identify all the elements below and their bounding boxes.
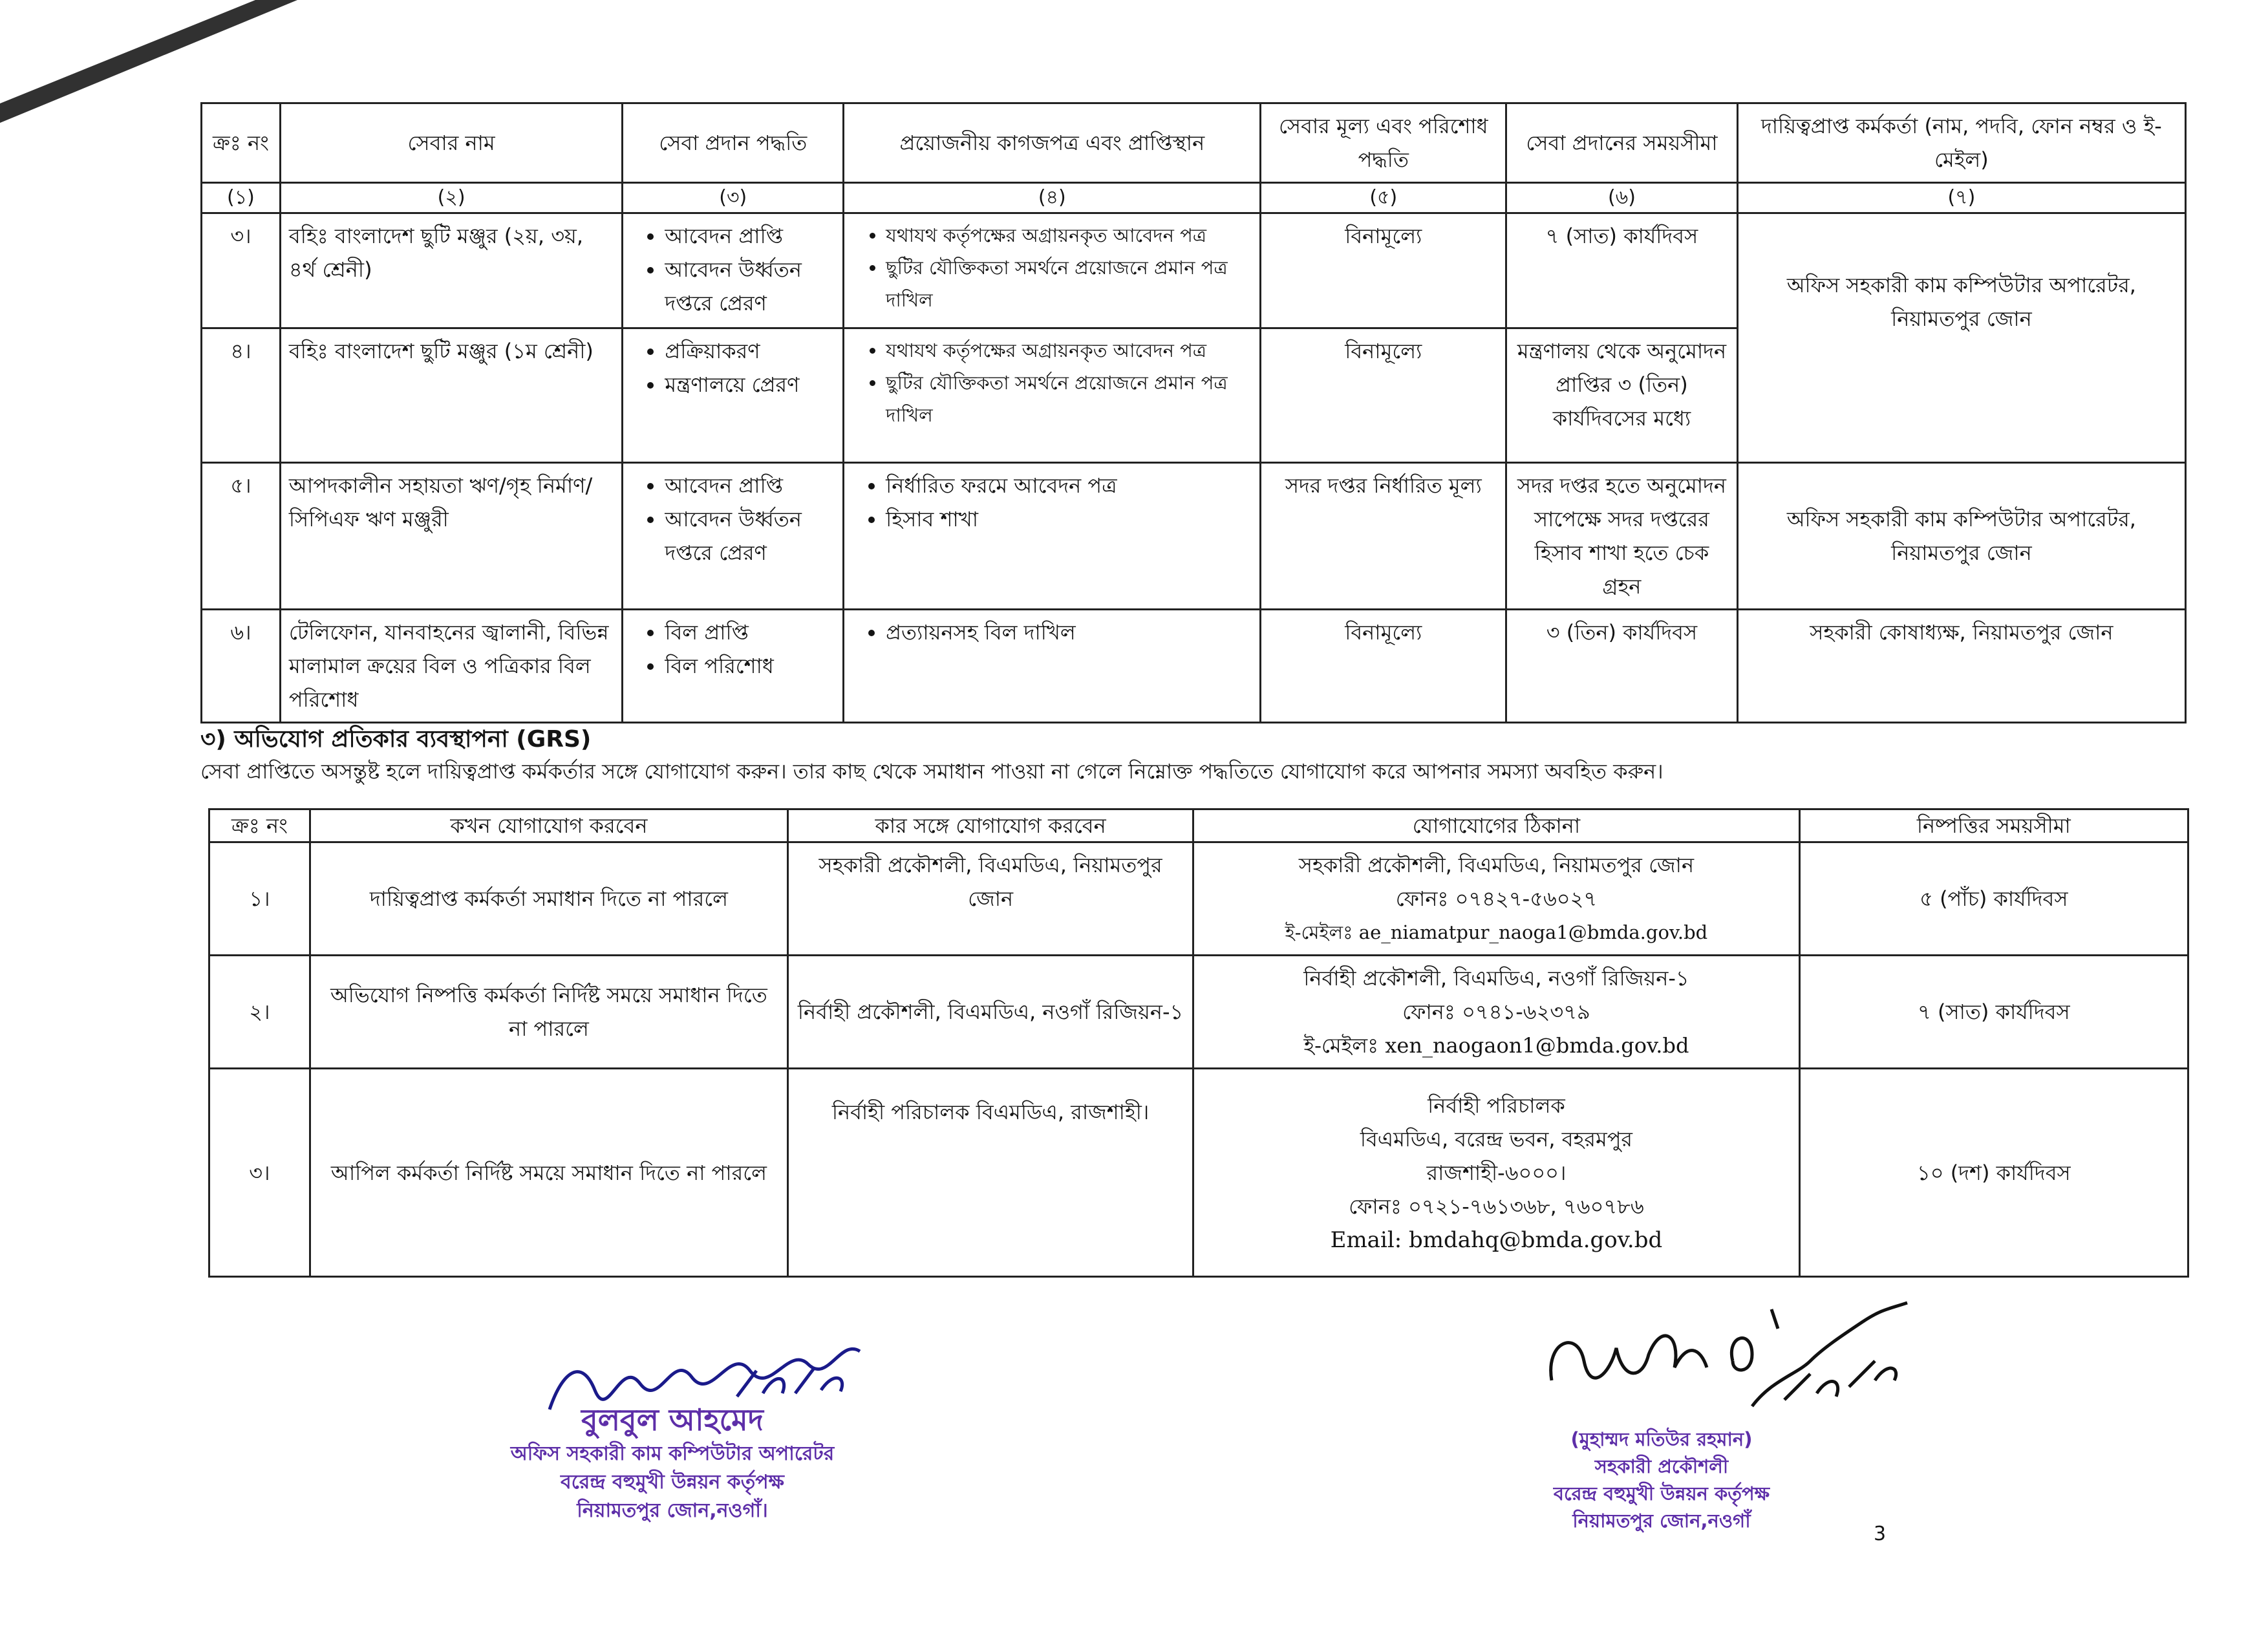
address-line: বিএমডিএ, বরেন্দ্র ভবন, বহরমপুর <box>1360 1126 1633 1152</box>
grs-whom: নির্বাহী প্রকৌশলী, বিএমডিএ, নওগাঁ রিজিয়ন-১ <box>787 956 1193 1069</box>
address-line: ফোনঃ ০৭৪২৭-৫৬০২৭ <box>1395 886 1598 911</box>
method-item: • মন্ত্রণালয়ে প্রেরণ <box>665 368 835 402</box>
address-line: ফোনঃ ০৭৪১-৬২৩৭৯ <box>1402 1000 1590 1024</box>
grs-header-serial: ক্রঃ নং <box>209 809 310 842</box>
grs-header-address: যোগাযোগের ঠিকানা <box>1193 809 1799 842</box>
email-address: Email: bmdahq@bmda.gov.bd <box>1330 1227 1663 1253</box>
stamp-name: বুলবুল আহমেদ <box>581 1402 764 1437</box>
grs-section-title: ৩) অভিযোগ প্রতিকার ব্যবস্থাপনা (GRS) <box>200 726 592 753</box>
service-documents <box>844 328 1261 463</box>
stamp-line: বরেন্দ্র বহুমুখী উন্নয়ন কর্তৃপক্ষ <box>1553 1483 1770 1505</box>
service-officer: অফিস সহকারী কাম কম্পিউটার অপারেটর, নিয়ামতপুর জোন <box>1737 463 2185 610</box>
document-item: • ছুটির যৌক্তিকতা সমর্থনে প্রয়োজনে প্রমান পত্র দাখিল <box>886 252 1252 316</box>
stamp-line: নিয়ামতপুর জোন,নওগাঁ <box>1572 1510 1751 1532</box>
method-item: • আবেদন প্রাপ্তি <box>665 469 835 502</box>
column-number-row <box>202 183 2186 213</box>
service-fee: বিনামূল্যে <box>1261 328 1506 463</box>
table-row <box>202 213 2186 328</box>
row-serial: ৩। <box>202 213 281 328</box>
service-name: আপদকালীন সহায়তা ঋণ/গৃহ নির্মাণ/সিপিএফ ঋণ মঞ্জুরী <box>280 463 622 610</box>
grs-address <box>1193 1069 1799 1277</box>
page-number: 3 <box>1874 1523 1887 1545</box>
col-header-time: সেবা প্রদানের সময়সীমা <box>1506 103 1738 183</box>
handwritten-signature-right <box>1539 1283 1914 1426</box>
method-item: • বিল প্রাপ্তি <box>665 616 835 649</box>
row-serial: ৫। <box>202 463 281 610</box>
service-method <box>623 328 844 463</box>
col-header-fee: সেবার মূল্য এবং পরিশোধ পদ্ধতি <box>1261 103 1506 183</box>
column-number: (৩) <box>623 183 844 213</box>
address-line: সহকারী প্রকৌশলী, বিএমডিএ, নিয়ামতপুর জোন <box>1298 853 1695 877</box>
document-item: • প্রত্যায়নসহ বিল দাখিল <box>886 616 1252 649</box>
email-address: ই-মেইলঃ ae_niamatpur_naoga1@bmda.gov.bd <box>1285 921 1708 943</box>
address-line: রাজশাহী-৬০০০। <box>1426 1160 1567 1185</box>
service-time: মন্ত্রণালয় থেকে অনুমোদন প্রাপ্তির ৩ (তিন) কার্যদিবসের মধ্যে <box>1506 328 1738 463</box>
address-line: নির্বাহী পরিচালক <box>1428 1093 1565 1118</box>
document-item: • যথাযথ কর্তৃপক্ষের অগ্রায়নকৃত আবেদন পত্র <box>886 219 1252 252</box>
col-header-service-name: সেবার নাম <box>280 103 622 183</box>
official-stamp-left <box>465 1400 879 1525</box>
method-item: • আবেদন উর্ধ্বতন দপ্তরে প্রেরণ <box>665 253 835 320</box>
stamp-line: বরেন্দ্র বহুমুখী উন্নয়ন কর্তৃপক্ষ <box>561 1471 784 1494</box>
service-name: টেলিফোন, যানবাহনের জ্বালানী, বিভিন্ন মালামাল ক্রয়ের বিল ও পত্রিকার বিল পরিশোধ <box>280 610 622 723</box>
col-header-officer: দায়িত্বপ্রাপ্ত কর্মকর্তা (নাম, পদবি, ফোন নম্বর ও ই-মেইল) <box>1737 103 2185 183</box>
service-time: ৭ (সাত) কার্যদিবস <box>1506 213 1738 328</box>
row-serial: ৬। <box>202 610 281 723</box>
table-row <box>209 842 2188 956</box>
grs-address <box>1193 956 1799 1069</box>
grs-whom: সহকারী প্রকৌশলী, বিএমডিএ, নিয়ামতপুর জোন <box>787 842 1193 956</box>
service-documents <box>844 463 1261 610</box>
document-item: • ছুটির যৌক্তিকতা সমর্থনে প্রয়োজনে প্রমান পত্র দাখিল <box>886 367 1252 431</box>
method-item: • বিল পরিশোধ <box>665 649 835 683</box>
table-row <box>209 1069 2188 1277</box>
grs-when: অভিযোগ নিষ্পত্তি কর্মকর্তা নির্দিষ্ট সময়ে সমাধান দিতে না পারলে <box>310 956 787 1069</box>
grs-deadline: ৫ (পাঁচ) কার্যদিবস <box>1799 842 2188 956</box>
address-line: নির্বাহী প্রকৌশলী, বিএমডিএ, নওগাঁ রিজিয়ন-১ <box>1303 966 1689 991</box>
service-documents <box>844 213 1261 328</box>
document-item: • যথাযথ কর্তৃপক্ষের অগ্রায়নকৃত আবেদন পত্র <box>886 334 1252 367</box>
grs-serial: ২। <box>209 956 310 1069</box>
column-number: (৪) <box>844 183 1261 213</box>
service-fee: বিনামূল্যে <box>1261 213 1506 328</box>
grs-whom: নির্বাহী পরিচালক বিএমডিএ, রাজশাহী। <box>787 1069 1193 1277</box>
column-number: (১) <box>202 183 281 213</box>
service-fee: সদর দপ্তর নির্ধারিত মূল্য <box>1261 463 1506 610</box>
grs-header-whom: কার সঙ্গে যোগাযোগ করবেন <box>787 809 1193 842</box>
grs-when: আপিল কর্মকর্তা নির্দিষ্ট সময়ে সমাধান দিতে না পারলে <box>310 1069 787 1277</box>
grs-serial: ১। <box>209 842 310 956</box>
grs-deadline: ৭ (সাত) কার্যদিবস <box>1799 956 2188 1069</box>
grs-table <box>208 808 2189 1278</box>
grs-address <box>1193 842 1799 956</box>
table-row <box>209 956 2188 1069</box>
scan-corner-paper <box>0 0 255 103</box>
col-header-documents: প্রয়োজনীয় কাগজপত্র এবং প্রাপ্তিস্থান <box>844 103 1261 183</box>
grs-intro-text: সেবা প্রাপ্তিতে অসন্তুষ্ট হলে দায়িত্বপ্রাপ্ত কর্মকর্তার সঙ্গে যোগাযোগ করুন। তার কাছ থেকে সমাধান পাওয়া না গেলে নিম্নোক্ত পদ্ধতিতে যোগাযোগ করে আপনার সমস্যা অবহিত করুন। <box>200 759 1664 784</box>
service-documents <box>844 610 1261 723</box>
service-time: ৩ (তিন) কার্যদিবস <box>1506 610 1738 723</box>
column-number: (২) <box>280 183 622 213</box>
stamp-line: অফিস সহকারী কাম কম্পিউটার অপারেটর <box>510 1442 835 1465</box>
grs-deadline: ১০ (দশ) কার্যদিবস <box>1799 1069 2188 1277</box>
service-table <box>200 102 2187 723</box>
method-item: • আবেদন উর্ধ্বতন দপ্তরে প্রেরণ <box>665 502 835 570</box>
col-header-method: সেবা প্রদান পদ্ধতি <box>623 103 844 183</box>
table-row <box>202 463 2186 610</box>
service-method <box>623 213 844 328</box>
method-item: • আবেদন প্রাপ্তি <box>665 219 835 253</box>
grs-header-deadline: নিষ্পত্তির সময়সীমা <box>1799 809 2188 842</box>
service-table-header <box>202 103 2186 183</box>
service-name: বহিঃ বাংলাদেশ ছুটি মঞ্জুর (১ম শ্রেনী) <box>280 328 622 463</box>
stamp-line: নিয়ামতপুর জোন,নওগাঁ। <box>577 1499 768 1522</box>
col-header-serial: ক্রঃ নং <box>202 103 281 183</box>
service-officer: অফিস সহকারী কাম কম্পিউটার অপারেটর, নিয়ামতপুর জোন <box>1737 213 2185 463</box>
address-line: ফোনঃ ০৭২১-৭৬১৩৬৮, ৭৬০৭৮৬ <box>1349 1194 1644 1219</box>
grs-serial: ৩। <box>209 1069 310 1277</box>
method-item: • প্রক্রিয়াকরণ <box>665 334 835 368</box>
service-method <box>623 463 844 610</box>
row-serial: ৪। <box>202 328 281 463</box>
stamp-line: সহকারী প্রকৌশলী <box>1594 1455 1729 1477</box>
service-time: সদর দপ্তর হতে অনুমোদন সাপেক্ষে সদর দপ্তরের হিসাব শাখা হতে চেক গ্রহন <box>1506 463 1738 610</box>
column-number: (৫) <box>1261 183 1506 213</box>
service-fee: বিনামূল্যে <box>1261 610 1506 723</box>
grs-when: দায়িত্বপ্রাপ্ত কর্মকর্তা সমাধান দিতে না পারলে <box>310 842 787 956</box>
grs-table-header <box>209 809 2188 842</box>
column-number: (৬) <box>1506 183 1738 213</box>
document-item: • হিসাব শাখা <box>886 502 1252 536</box>
table-row <box>202 610 2186 723</box>
official-stamp-right <box>1493 1426 1830 1534</box>
grs-header-when: কখন যোগাযোগ করবেন <box>310 809 787 842</box>
service-officer: সহকারী কোষাধ্যক্ষ, নিয়ামতপুর জোন <box>1737 610 2185 723</box>
email-address: ই-মেইলঃ xen_naogaon1@bmda.gov.bd <box>1303 1033 1689 1058</box>
service-name: বহিঃ বাংলাদেশ ছুটি মঞ্জুর (২য়, ৩য়, ৪র্থ শ্রেনী) <box>280 213 622 328</box>
service-method <box>623 610 844 723</box>
document-item: • নির্ধারিত ফরমে আবেদন পত্র <box>886 469 1252 502</box>
column-number: (৭) <box>1737 183 2185 213</box>
stamp-line: (মুহাম্মদ মতিউর রহমান) <box>1570 1428 1753 1450</box>
